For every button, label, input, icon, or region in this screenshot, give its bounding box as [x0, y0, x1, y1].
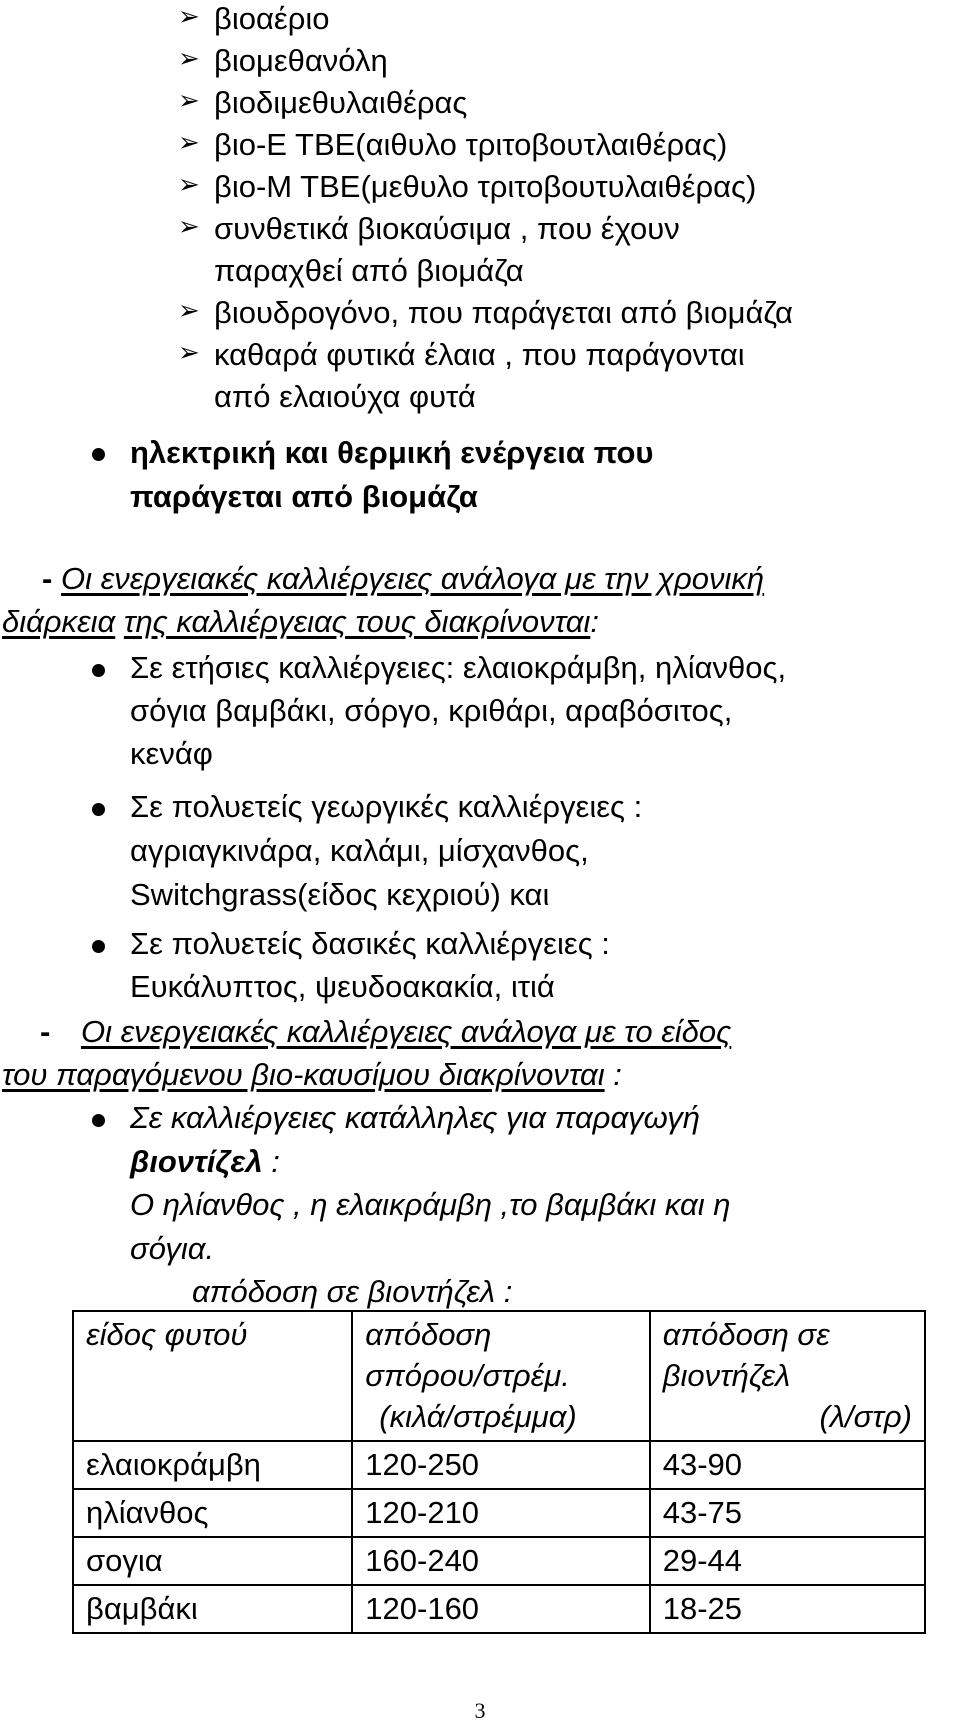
perennial-forest-line: Ευκάλυπτος, ψευδοακακία, ιτιά — [130, 969, 555, 1004]
arrow-bullet-icon: ➢ — [178, 296, 200, 326]
header-seed-yield-line: απόδοση — [365, 1317, 492, 1352]
cell-seed-yield: 160-240 — [352, 1537, 649, 1585]
header-biodiesel-yield — [650, 1311, 925, 1441]
cell-plant: βαμβάκι — [73, 1585, 352, 1633]
fuel-item: βιο-Μ ΤΒΕ(μεθυλο τριτοβουτυλαιθέρας) — [214, 169, 757, 204]
cell-plant: σογια — [73, 1537, 352, 1585]
table-header-row — [73, 1311, 925, 1441]
biodiesel-colon: : — [271, 1144, 280, 1179]
header-plant-label: είδος φυτού — [86, 1317, 248, 1352]
annual-crops-line: σόγια βαμβάκι, σόργο, κριθάρι, αραβόσιτος, — [130, 693, 733, 728]
section-heading: Οι ενεργειακές καλλιέργειες ανάλογα με την χρονική — [60, 561, 765, 596]
header-seed-yield-line: σπόρου/στρέμ. — [365, 1358, 570, 1393]
fuel-item: βιοαέριο — [214, 1, 330, 36]
arrow-bullet-icon: ➢ — [178, 212, 200, 242]
arrow-bullet-icon: ➢ — [178, 2, 200, 32]
table-row — [73, 1489, 925, 1537]
arrow-bullet-icon: ➢ — [178, 338, 200, 368]
section-dash: - — [40, 1014, 51, 1049]
perennial-agri-line: αγριαγκινάρα, καλάμι, μίσχανθος, — [130, 833, 589, 868]
perennial-forest-line: Σε πολυετείς δασικές καλλιέργειες : — [130, 926, 610, 961]
bullet-dot-icon — [92, 448, 105, 461]
annual-crops-line: Σε ετήσιες καλλιέργειες: ελαιοκράμβη, ηλίανθος, — [130, 650, 787, 685]
cell-seed-yield: 120-250 — [352, 1441, 649, 1489]
bullet-dot-icon — [92, 940, 105, 953]
fuel-item: βιο-Ε ΤΒΕ(αιθυλο τριτοβουτλαιθέρας) — [214, 127, 728, 162]
header-plant — [73, 1311, 352, 1441]
cell-biodiesel-yield: 43-75 — [650, 1489, 925, 1537]
energy-bullet-line: παράγεται από βιομάζα — [130, 479, 478, 514]
section-heading: Οι ενεργειακές καλλιέργειες ανάλογα με το είδος — [80, 1014, 732, 1049]
header-seed-yield — [352, 1311, 649, 1441]
cell-seed-yield: 120-160 — [352, 1585, 649, 1633]
section-heading-colon: : — [590, 604, 599, 639]
arrow-bullet-icon: ➢ — [178, 170, 200, 200]
section-heading-continuation: της καλλιέργειας τους διακρίνονται — [123, 604, 591, 639]
fuel-item-continuation: από ελαιούχα φυτά — [214, 379, 476, 414]
cell-biodiesel-yield: 43-90 — [650, 1441, 925, 1489]
cell-seed-yield: 120-210 — [352, 1489, 649, 1537]
cell-biodiesel-yield: 18-25 — [650, 1585, 925, 1633]
table-row — [73, 1537, 925, 1585]
table-row — [73, 1585, 925, 1633]
energy-bullet-line: ηλεκτρική και θερμική ενέργεια που — [130, 435, 654, 470]
fuel-item: καθαρά φυτικά έλαια , που παράγονται — [214, 337, 745, 372]
cell-plant: ελαιοκράμβη — [73, 1441, 352, 1489]
fuel-item-continuation: παραχθεί από βιομάζα — [214, 253, 524, 288]
header-biodiesel-line: απόδοση σε — [662, 1317, 830, 1352]
annual-crops-line: κενάφ — [130, 736, 213, 771]
header-seed-yield-unit: (κιλά/στρέμμα) — [379, 1399, 577, 1434]
yield-table — [72, 1310, 926, 1634]
cell-plant: ηλίανθος — [73, 1489, 352, 1537]
header-biodiesel-line: βιοντήζελ — [662, 1358, 791, 1393]
fuel-item: βιοδιμεθυλαιθέρας — [214, 85, 468, 120]
bullet-dot-icon — [92, 664, 105, 677]
section-dash: - — [42, 561, 53, 596]
fuel-item: συνθετικά βιοκαύσιμα , που έχουν — [214, 211, 680, 246]
biodiesel-term: βιοντίζελ — [130, 1144, 263, 1179]
yield-table-caption: απόδοση σε βιοντήζελ : — [192, 1274, 513, 1309]
bullet-dot-icon — [92, 803, 105, 816]
table-row — [73, 1441, 925, 1489]
fuel-item: βιουδρογόνο, που παράγεται από βιομάζα — [214, 295, 793, 330]
bullet-dot-icon — [92, 1114, 105, 1127]
biodiesel-crops-line: Σε καλλιέργειες κατάλληλες για παραγωγή — [130, 1100, 700, 1135]
header-biodiesel-unit: (λ/στρ) — [819, 1399, 912, 1434]
arrow-bullet-icon: ➢ — [178, 44, 200, 74]
cell-biodiesel-yield: 29-44 — [650, 1537, 925, 1585]
section-heading-colon: : — [613, 1057, 622, 1092]
arrow-bullet-icon: ➢ — [178, 128, 200, 158]
section-heading-continuation: του παραγόμενου βιο-καυσίμου διακρίνονται — [2, 1057, 605, 1092]
fuel-item: βιομεθανόλη — [214, 43, 388, 78]
page-number: 3 — [474, 1698, 486, 1723]
section-heading-continuation: διάρκεια — [2, 604, 116, 639]
biodiesel-crops-line: Ο ηλίανθος , η ελαικράμβη ,το βαμβάκι και η — [130, 1187, 731, 1222]
biodiesel-crops-line: σόγια. — [130, 1231, 215, 1266]
perennial-agri-line: Σε πολυετείς γεωργικές καλλιέργειες : — [130, 789, 643, 824]
perennial-agri-line: Switchgrass(είδος κεχριού) και — [130, 877, 550, 912]
arrow-bullet-icon: ➢ — [178, 86, 200, 116]
